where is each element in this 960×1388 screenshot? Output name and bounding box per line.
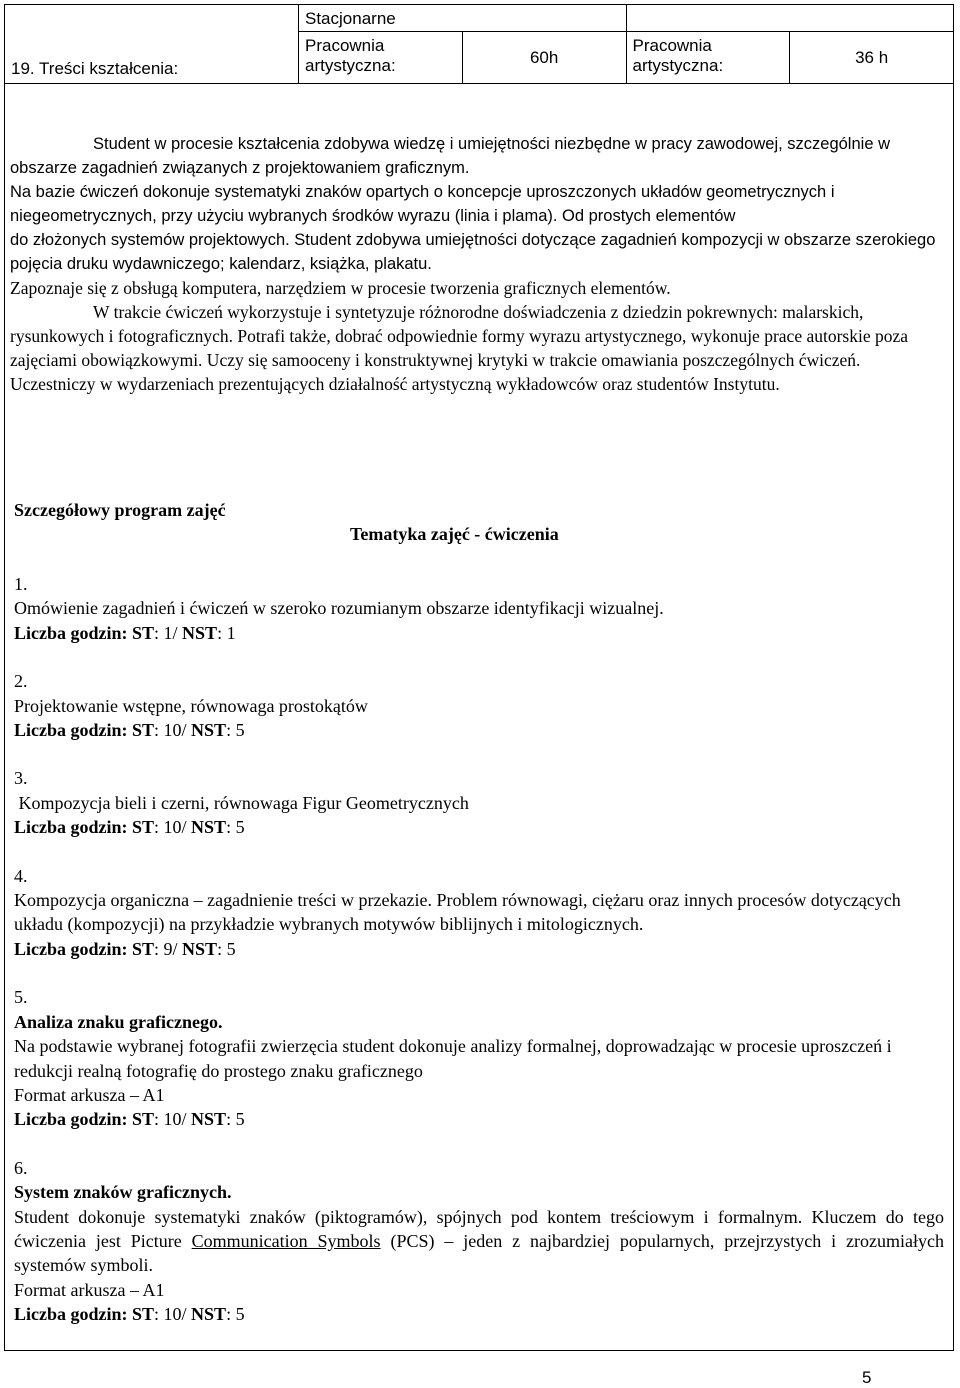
nst-label: NST [191, 817, 227, 838]
right-label-line1: Pracownia [632, 36, 712, 56]
left-label-line1: Pracownia [305, 36, 385, 56]
program-title: Szczegółowy program zajęć [14, 500, 226, 520]
item-number: 4. [14, 865, 28, 886]
nst-label: NST [191, 720, 227, 741]
nst-label: NST [191, 1304, 227, 1325]
item-number: 1. [14, 574, 28, 594]
nst-label: NST [182, 622, 218, 643]
nst-value: : 5 [226, 1109, 245, 1130]
hours-label: Liczba godzin: ST [14, 622, 155, 643]
item-number: 2. [14, 671, 28, 692]
item-text: Projektowanie wstępne, równowaga prostokątów [14, 695, 368, 716]
intro-paragraph-4: Zapoznaje się z obsługą komputera, narzędziem w procesie tworzenia graficznych elementów. [10, 278, 671, 298]
topic-title: Tematyka zajęć - ćwiczenia [350, 524, 559, 544]
hours-label: Liczba godzin: ST [14, 720, 155, 741]
program-item-4 [14, 864, 944, 962]
nst-value: : 5 [226, 1304, 245, 1325]
st-value: : 10/ [154, 817, 192, 838]
item-number: 6. [14, 1157, 28, 1178]
item-number: 3. [14, 768, 28, 789]
study-mode: Stacjonarne [305, 9, 396, 28]
section-label: 19. Treści kształcenia: [11, 59, 179, 78]
hours-label: Liczba godzin: ST [14, 1304, 155, 1325]
intro-paragraph-5: W trakcie ćwiczeń wykorzystuje i syntetyzuje różnorodne doświadczenia z dziedzin pokrewnych: malarskich, rysunkowych i fotograficznych. Potrafi także, dobrać odpowiednie formy wyrazu artystycznego, wykonuje prace autorskie poza zajęciami obowiązkowymi. Uczy się samooceny i konstruktywnej krytyki w trakcie omawiania poszczególnych ćwiczeń. Uczestniczy w wydarzeniach prezentujących działalność artystyczną wykładowców oraz studentów Instytutu. [10, 302, 909, 394]
item-number: 5. [14, 987, 28, 1008]
intro-paragraph-1: Student w procesie kształcenia zdobywa wiedzę i umiejętności niezbędne w pracy zawodowej, szczególnie w obszarze zagadnień związanych z projektowaniem graficznym. [10, 135, 890, 177]
program-item-2 [14, 669, 944, 742]
item-text-before: Student dokonuje systematyki znaków (piktogramów), spójnych pod kontem treściowym i formalnym. Kluczem do tego ćwiczenia jest Picture [14, 1206, 944, 1251]
left-hours-cell [462, 32, 626, 84]
nst-value: : 5 [217, 938, 236, 959]
st-value: : 10/ [154, 720, 192, 741]
item-format: Format arkusza – A1 [14, 1279, 165, 1300]
right-label-cell [626, 32, 790, 84]
right-label-line2: artystyczna: [632, 56, 724, 76]
st-value: : 10/ [154, 1109, 192, 1130]
item-text: Kompozycja bieli i czerni, równowaga Figur Geometrycznych [14, 792, 469, 813]
left-hours: 60h [529, 47, 559, 67]
item-hours [14, 718, 944, 742]
mode-cell [299, 5, 627, 32]
item-hours [14, 937, 944, 961]
hours-label: Liczba godzin: ST [14, 1109, 155, 1130]
header-table [4, 4, 954, 84]
nst-value: : 5 [226, 720, 245, 741]
item-hours [14, 1107, 944, 1131]
hours-label: Liczba godzin: ST [14, 938, 155, 959]
left-label-cell [299, 32, 463, 84]
program-item-5 [14, 985, 944, 1131]
hours-label: Liczba godzin: ST [14, 817, 155, 838]
st-value: : 1/ [154, 622, 183, 643]
intro-paragraph-3: do złożonych systemów projektowych. Student zdobywa umiejętności dotyczące zagadnień kompozycji w obszarze szerokiego pojęcia druku wydawniczego; kalendarz, książka, plakatu. [10, 231, 936, 273]
intro-section [10, 132, 945, 396]
empty-mode-cell [626, 5, 954, 32]
nst-value: : 1 [217, 622, 236, 643]
left-label-line2: artystyczna: [305, 56, 396, 76]
page-number: 5 [862, 1368, 872, 1387]
program-items [14, 572, 944, 1351]
item-hours [14, 1302, 944, 1326]
pcs-link[interactable]: Communication Symbols [191, 1230, 381, 1251]
item-title: Analiza znaku graficznego. [14, 1011, 223, 1032]
nst-label: NST [191, 1109, 227, 1130]
right-hours-cell [790, 32, 954, 84]
item-title: System znaków graficznych. [14, 1182, 232, 1203]
item-text-after: (PCS) – jeden z najbardziej popularnych, przejrzystych i zrozumiałych systemów symboli. [14, 1230, 944, 1276]
section-label-cell [5, 5, 299, 84]
intro-paragraph-2: Na bazie ćwiczeń dokonuje systematyki znaków opartych o koncepcje uproszczonych układów geometrycznych i niegeometrycznych, przy użyciu wybranych środków wyrazu (linia i plama). Od prostych elementów [10, 183, 835, 225]
item-hours [14, 815, 944, 839]
item-text [14, 1205, 944, 1278]
right-hours: 36 h [855, 48, 889, 68]
nst-label: NST [182, 938, 218, 959]
item-text: Omówienie zagadnień i ćwiczeń w szeroko rozumianym obszarze identyfikacji wizualnej. [14, 598, 664, 619]
st-value: : 10/ [154, 1304, 192, 1325]
item-text: Na podstawie wybranej fotografii zwierzęcia student dokonuje analizy formalnej, doprowadzając w procesie uproszczeń i redukcji realną fotografię do prostego znaku graficznego [14, 1036, 892, 1081]
program-item-3 [14, 766, 944, 839]
program-item-1 [14, 572, 944, 645]
st-value: : 9/ [154, 938, 183, 959]
nst-value: : 5 [226, 817, 245, 838]
item-text: Kompozycja organiczna – zagadnienie treści w przekazie. Problem równowagi, ciężaru oraz innych procesów dotyczących układu (kompozycji) na przykładzie wybranych motywów biblijnych i mitologicznych. [14, 890, 901, 935]
item-hours [14, 621, 944, 645]
program-item-6 [14, 1156, 944, 1327]
item-format: Format arkusza – A1 [14, 1084, 165, 1105]
